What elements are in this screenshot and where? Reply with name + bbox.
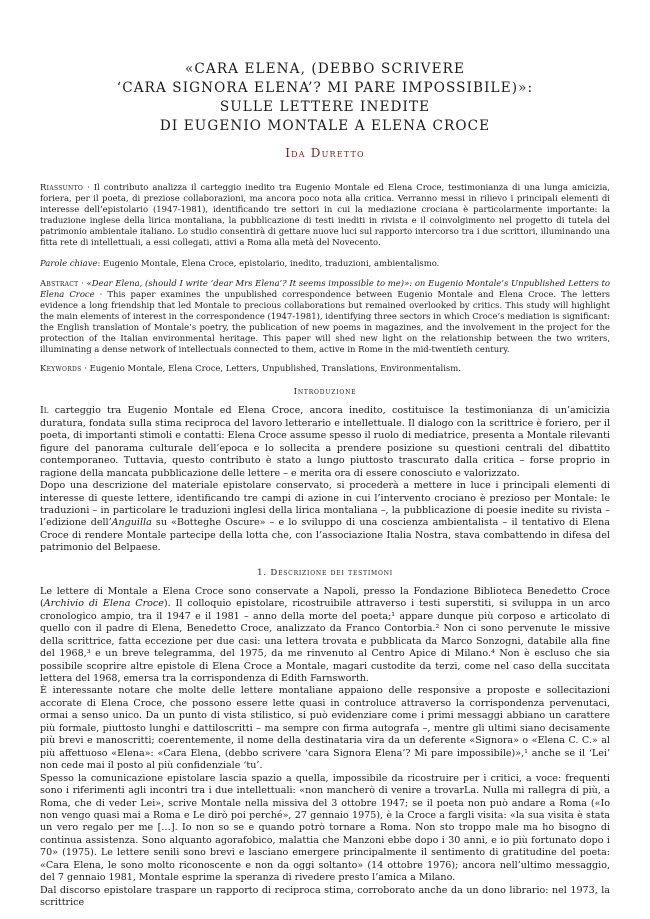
- s1-p1-text-a: Le lettere di Montale a Elena Croce sono conservate a Napoli, presso la Fondazione Biblioteca Benedetto Croce (: [40, 585, 610, 610]
- title-line-1: «CARA ELENA, (DEBBO SCRIVERE: [185, 61, 465, 77]
- section-1-paragraph-1: [40, 586, 610, 686]
- section-1-heading: 1. Descrizione dei testimoni: [257, 567, 393, 578]
- title-line-2: ‘CARA SIGNORA ELENA’? MI PARE IMPOSSIBILE)»:: [116, 80, 534, 96]
- section-1-paragraph-3: Spesso la comunicazione epistolare lascia spazio a quella, impossibile da ricostruire per i critici, a voce: frequenti sono i riferimenti agli incontri tra i due intellettuali: «non mancherò di venire a trovarLa. Nulla mi rallegra di più, a Roma, che di veder Lei», scrive Montale nella missiva del 3 ottobre 1947; se il poeta non può andare a Roma («Io non vengo quasi mai a Roma e Le dirò poi perché», 27 gennaio 1975), è la Croce a fargli visita: «la sua visita è stata un vero regalo per me […]. Io non so se e quando potrò tornare a Roma. Non sto troppo male ma ho bisogno di continua assistenza. Sono alquanto agorafobico, malattia che Manzoni ebbe dopo i 30 anni, e io più fortunato dopo i 70» (1975). Le lettere senili sono brevi e lasciano emergere principalmente il sentimento di gratitudine del poeta: «Cara Elena, le sono molto riconoscente e non da oggi soltanto» (14 ottobre 1976); ancora nell’ultimo messaggio, del 7 gennaio 1981, Montale esprime la speranza di rivedere presto l’amica a Milano.: [40, 772, 610, 884]
- intro-p2-text-b: su «Botteghe Oscure» – e lo sviluppo di una coscienza ambientalista – il tentativo di Elena Croce di rendere Montale partecipe della lotta che, con l’associazione Italia Nostra, stava combattendo in difesa del patrimonio del Belpaese.: [40, 517, 610, 554]
- parole-chiave-text: : Eugenio Montale, Elena Croce, epistolario, inedito, traduzioni, ambientalismo.: [97, 257, 440, 268]
- s1-p1-italic: Archivio di Elena Croce: [43, 598, 164, 610]
- riassunto-paragraph: [40, 182, 610, 249]
- abstract-title: «Dear Elena, (should I write ‘dear Mrs Elena’? It seems impossible to me)»: on Eugenio Montale’s Unpublished Letters to Elena Croce: [40, 277, 610, 299]
- abstract-sep: ·: [78, 277, 87, 288]
- intro-p2-italic: Anguilla: [111, 517, 152, 529]
- riassunto-text: · Il contributo analizza il carteggio inedito tra Eugenio Montale ed Elena Croce, testimonianza di una lunga amicizia, foriera, per il poeta, di preziose collaborazioni, ma ancora poco nota alla critica. Verranno messi in rilievo i principali elementi di interesse dell’epistolario (1947-1981), identificando tre settori in cui la mediazione crociana è particolarmente importante: la traduzione inglese della lirica montaliana, la pubblicazione di testi inediti in rivista e il coinvolgimento nel progetto di tutela del patrimonio ambientale italiano. Lo studio consentirà di gettare nuove luci sul rapporto intercorso tra i due scrittori, illuminando una fitta rete di intellettuali, a essi collegati, attivi a Roma alla metà del Novecento.: [40, 182, 610, 248]
- keywords-label: Keywords: [40, 363, 82, 374]
- title-line-3: SULLE LETTERE INEDITE: [219, 99, 431, 115]
- intro-p1-text: carteggio tra Eugenio Montale ed Elena Croce, ancora inedito, costituisce la testimonianza di un’amicizia duratura, fondata sulla stima reciproca del lavoro letterario e intellettuale. Il dialogo con la scrittrice è foriero, per il poeta, di importanti stimoli e contatti: Elena Croce assume spesso il ruolo di mediatrice, presenta a Montale rilevanti figure del panorama culturale dell’epoca e lo sollecita a prendere posizione su questioni centrali del dibattito contemporaneo. Tuttavia, questo contributo è stato a lungo piuttosto trascurato dalla critica – forse proprio in ragione della mancata pubblicazione delle lettere – e merita ora di essere conosciuto e valorizzato.: [40, 405, 610, 479]
- title-line-4: DI EUGENIO MONTALE A ELENA CROCE: [159, 118, 491, 134]
- abstract-paragraph: [40, 278, 610, 356]
- parole-chiave-paragraph: [40, 258, 610, 269]
- keywords-paragraph: [40, 363, 610, 374]
- intro-p2-text-a: Dopo una descrizione del materiale epistolare conservato, si procederà a mettere in luce i principali elementi di interesse di queste lettere, identificando tre campi di azione in cui l’intervento crociano è prezioso per Montale: le traduzioni – in particolare le traduzioni inglesi della lirica montaliana –, la pubblicazione di poesie inedite su rivista – l’edizione dell’: [40, 480, 610, 529]
- intro-paragraph-1: [40, 405, 610, 480]
- riassunto-label: Riassunto: [40, 182, 84, 192]
- parole-chiave-label: Parole chiave: [40, 257, 98, 268]
- article-title: [40, 60, 610, 136]
- section-1-paragraph-4: Dal discorso epistolare traspare un rapporto di reciproca stima, corroborato anche da un dono librario: nel 1973, la scrittrice: [40, 884, 610, 909]
- intro-dropcap: Il: [40, 405, 49, 417]
- intro-heading: Introduzione: [293, 387, 357, 398]
- intro-paragraph-2: [40, 480, 610, 555]
- section-1-paragraph-2: È interessante notare che molte delle lettere montaliane appaiono delle responsive a proposte e sollecitazioni accorate di Elena Croce, che possono essere lette quasi in controluce attraverso la corrispondenza pervenutaci, ormai a senso unico. Da un punto di vista stilistico, si può evidenziare come i primi messaggi abbiano un carattere più formale, piuttosto lunghi e dattiloscritti – ma sempre con firma autografa –, mentre gli ultimi siano decisamente più brevi e manoscritti; coerentemente, il nome della destinataria vira da un deferente «Signora» o «Elena C. C.» al più affettuoso «Elena»: «Cara Elena, (debbo scrivere ‘cara Signora Elena’? Mi pare impossibile)»,¹ anche se il ‘Lei’ non cede mai il posto al più confidenziale ‘tu’.: [40, 685, 610, 772]
- abstract-text: · This paper examines the unpublished correspondence between Eugenio Montale and Elena Croce. The letters evidence a long friendship that led Montale to precious collaborations but remained overlooked by critics. This study will highlight the main elements of interest in the correspondence (1947-1981), identifying three sectors in which Croce’s mediation is significant: the English translation of Montale’s poetry, the publication of new poems in magazines, and the involvement in the project for the protection of the Italian environmental heritage. This paper will shed new light on the relationship between the two writers, illuminating a dense network of intellectuals connected to them, active in Rome in the mid-twentieth century.: [40, 288, 610, 355]
- s1-p1-text-b: ). Il colloquio epistolare, ricostruibile attraverso i testi superstiti, si sviluppa in un arco cronologico ampio, tra il 1947 e il 1981 – anno della morte del poeta;¹ appare dunque più corposo e articolato di quello con il padre di Elena, Benedetto Croce, analizzato da Franco Contorbia.² Non ci sono pervenute le missive della scrittrice, fatta eccezione per due casi: una lettera trovata e pubblicata da Marco Sonzogni, databile alla fine del 1968,³ e un breve telegramma, del 1975, da me rinvenuto al Centro Apice di Milano.⁴ Non è escluso che sia possibile scoprire altre epistole di Elena Croce a Montale, magari custodite da terzi, come nel caso della succitata lettera del 1968, emersa tra la corrispondenza di Edith Farnsworth.: [40, 598, 610, 685]
- keywords-text: · Eugenio Montale, Elena Croce, Letters, Unpublished, Translations, Environmentalism.: [81, 363, 461, 374]
- article-author: Ida Duretto: [285, 146, 365, 160]
- abstract-label: Abstract: [40, 277, 79, 288]
